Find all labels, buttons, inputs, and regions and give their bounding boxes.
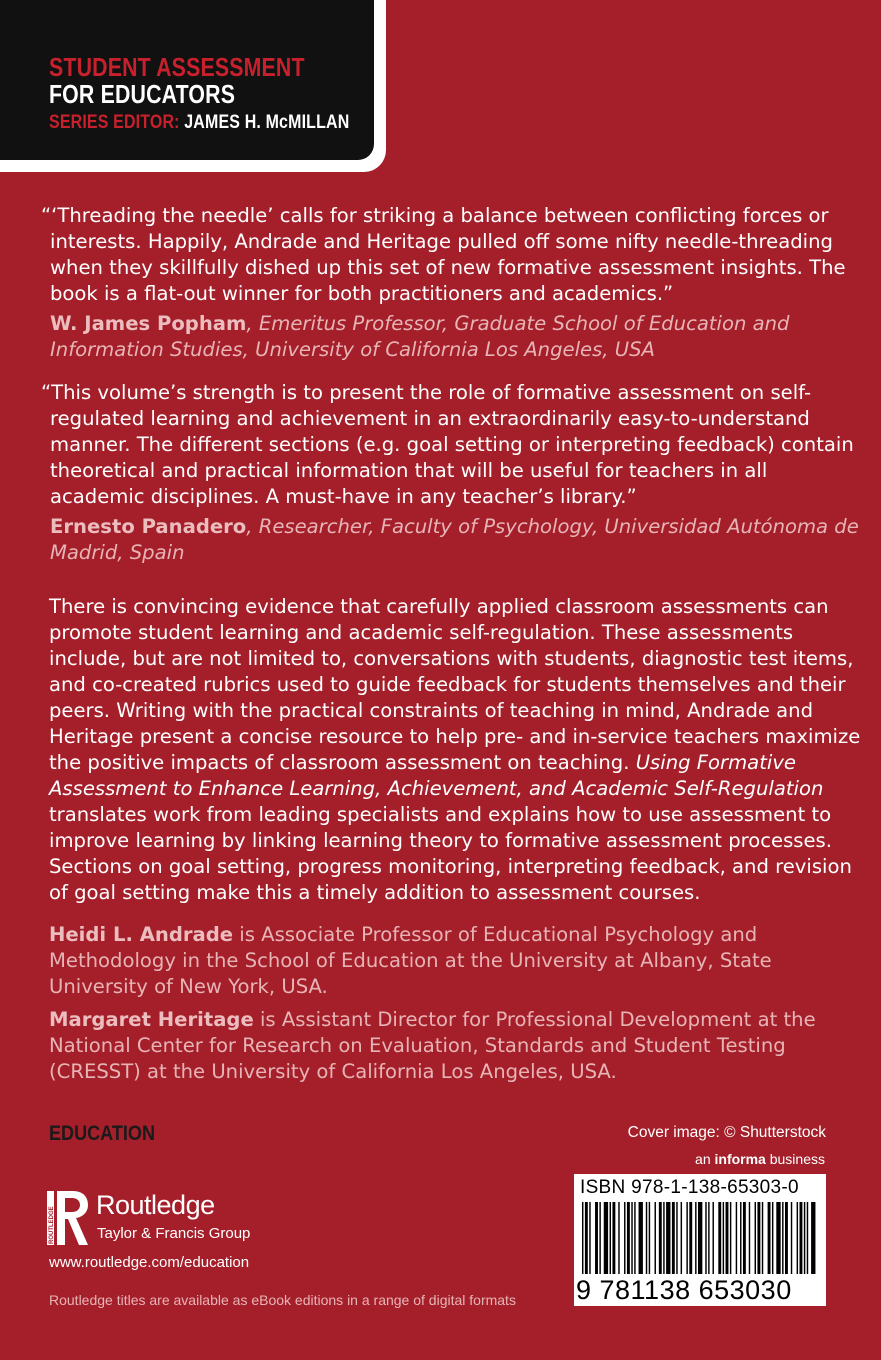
barcode-bar xyxy=(582,1202,583,1274)
series-editor-label: SERIES EDITOR: xyxy=(49,112,180,133)
barcode-bar xyxy=(610,1202,611,1274)
author-name: Heidi L. Andrade xyxy=(49,923,234,946)
barcode-bar xyxy=(612,1202,615,1274)
barcode-bar xyxy=(736,1202,737,1274)
endorser-affiliation: , Researcher, Faculty of Psychology, Universidad Autónoma de Madrid, Spain xyxy=(50,515,859,564)
barcode-bar xyxy=(649,1202,650,1274)
barcode-bar xyxy=(655,1202,656,1274)
author-bio-2 xyxy=(49,1007,864,1085)
publisher-website[interactable]: www.routledge.com/education xyxy=(49,1254,250,1271)
routledge-logo-icon xyxy=(47,1189,89,1247)
barcode-bar xyxy=(743,1202,746,1274)
informa-brand: informa xyxy=(714,1151,766,1167)
barcode-bar xyxy=(768,1202,771,1274)
endorsement-quote: “‘Threading the needle’ calls for striking a balance between conflicting forces or interests. Happily, Andrade and Heritage pulled off some nifty needle-threading when they skillfully dished up this set of new formative assessment insights. The book is a flat-out winner for both practitioners and academics.” xyxy=(41,204,846,305)
barcode-digits: 9 781138 653030 xyxy=(576,1275,792,1305)
endorser-name: Ernesto Panadero xyxy=(50,515,247,538)
barcode-bar xyxy=(672,1202,675,1274)
barcode-bar xyxy=(726,1202,729,1274)
barcode-bar xyxy=(659,1202,662,1274)
informa-prefix: an xyxy=(695,1151,715,1167)
barcode-bar xyxy=(749,1202,750,1274)
series-banner xyxy=(0,0,386,172)
series-editor xyxy=(49,112,349,134)
barcode-bar xyxy=(595,1202,598,1274)
barcode-bar xyxy=(804,1202,805,1274)
endorsement-quote: “This volume’s strength is to present the role of formative assessment on self-regulated learning and achievement in an extraordinarily easy-to-understand manner. The different sections (e.g. goal setting or interpreting feedback) contain theoretical and practical information that will be useful for teachers in all academic disciplines. A must-have in any teacher’s library.” xyxy=(41,381,854,508)
barcode-bar xyxy=(811,1202,815,1274)
series-editor-name: JAMES H. McMILLAN xyxy=(184,112,350,133)
barcode-bar xyxy=(604,1202,608,1274)
barcode-bar xyxy=(730,1202,731,1274)
publisher-group: Taylor & Francis Group xyxy=(97,1225,251,1242)
barcode-bar xyxy=(618,1202,619,1274)
informa-tagline xyxy=(695,1151,825,1167)
series-banner-inner xyxy=(0,0,374,160)
cover-credit: Cover image: © Shutterstock xyxy=(627,1124,826,1141)
barcode-bars xyxy=(582,1202,818,1274)
barcode-bar xyxy=(762,1202,763,1274)
isbn-label: ISBN 978-1-138-65303-0 xyxy=(580,1177,799,1198)
barcode-bar xyxy=(708,1202,709,1274)
barcode-bar xyxy=(676,1202,677,1274)
barcode-bar xyxy=(791,1202,792,1274)
informa-suffix: business xyxy=(765,1151,825,1167)
barcode-bar xyxy=(599,1202,600,1274)
author-bio: is Assistant Director for Professional Development at the National Center for Research on Evaluation, Standards and Student Testing (CRESST) at the University of California Los Angeles, USA. xyxy=(49,1008,816,1083)
barcode xyxy=(574,1174,826,1306)
series-title-line1: STUDENT ASSESSMENT xyxy=(49,52,305,82)
barcode-bar xyxy=(797,1202,798,1274)
barcode-bar xyxy=(782,1202,783,1274)
barcode-bar xyxy=(627,1202,630,1274)
book-title: Using Formative Assessment to Enhance Learning, Achievement, and Academic Self-Regulation xyxy=(49,751,824,800)
author-bio: is Associate Professor of Educational Psychology and Methodology in the School of Education at the University at Albany, State University of New York, USA. xyxy=(49,923,772,998)
barcode-bar xyxy=(713,1202,714,1274)
barcode-bar xyxy=(634,1202,635,1274)
barcode-bar xyxy=(624,1202,625,1274)
endorser-name: W. James Popham xyxy=(50,312,247,335)
barcode-bar xyxy=(646,1202,647,1274)
publisher-name: Routledge xyxy=(96,1190,215,1220)
endorsement-1 xyxy=(41,203,861,363)
barcode-bar xyxy=(785,1202,788,1274)
logo-vertical-text: ROUTLEDGE xyxy=(48,1206,55,1244)
barcode-bar xyxy=(695,1202,696,1274)
barcode-bar xyxy=(663,1202,664,1274)
author-name: Margaret Heritage xyxy=(49,1008,254,1031)
barcode-bar xyxy=(807,1202,808,1274)
barcode-bar xyxy=(755,1202,756,1274)
barcode-bar xyxy=(631,1202,632,1274)
barcode-bar xyxy=(718,1202,721,1274)
barcode-bar xyxy=(589,1202,590,1274)
barcode-bar xyxy=(639,1202,643,1274)
barcode-bar xyxy=(705,1202,706,1274)
book-description xyxy=(49,594,864,906)
barcode-bar xyxy=(686,1202,687,1274)
barcode-bar xyxy=(757,1202,760,1274)
barcode-bar xyxy=(723,1202,724,1274)
barcode-bar xyxy=(772,1202,773,1274)
ebook-note: Routledge titles are available as eBook editions in a range of digital formats xyxy=(49,1292,516,1308)
barcode-bar xyxy=(681,1202,682,1274)
barcode-bar xyxy=(689,1202,692,1274)
endorsement-attribution xyxy=(41,311,861,363)
barcode-bar xyxy=(666,1202,670,1274)
barcode-bar xyxy=(800,1202,803,1274)
barcode-bar xyxy=(740,1202,741,1274)
author-bio-1 xyxy=(49,922,864,1000)
series-title-line2: FOR EDUCATORS xyxy=(49,79,236,109)
endorser-affiliation: , Emeritus Professor, Graduate School of Education and Information Studies, University of California Los Angeles, USA xyxy=(50,312,790,361)
description-part2: translates work from leading specialists and explains how to use assessment to improve learning by linking learning theory to formative assessment processes. Sections on goal setting, progress monitoring, interpreting feedback, and revision of goal setting make this a timely addition to assessment courses. xyxy=(49,803,852,904)
endorsement-2 xyxy=(41,380,861,566)
description-part1: There is convincing evidence that carefully applied classroom assessments can promote student learning and academic self-regulation. These assessments include, but are not limited to, conversations with students, diagnostic test items, and co-created rubrics used to guide feedback for students themselves and their peers. Writing with the practical constraints of teaching in mind, Andrade and Heritage present a concise resource to help pre- and in-service teachers maximize the positive impacts of classroom assessment on teaching. xyxy=(49,595,861,774)
barcode-bar xyxy=(585,1202,588,1274)
barcode-bar xyxy=(698,1202,702,1274)
barcode-bar xyxy=(776,1202,780,1274)
subject-category: EDUCATION xyxy=(49,1122,156,1145)
endorsement-attribution xyxy=(41,514,861,566)
